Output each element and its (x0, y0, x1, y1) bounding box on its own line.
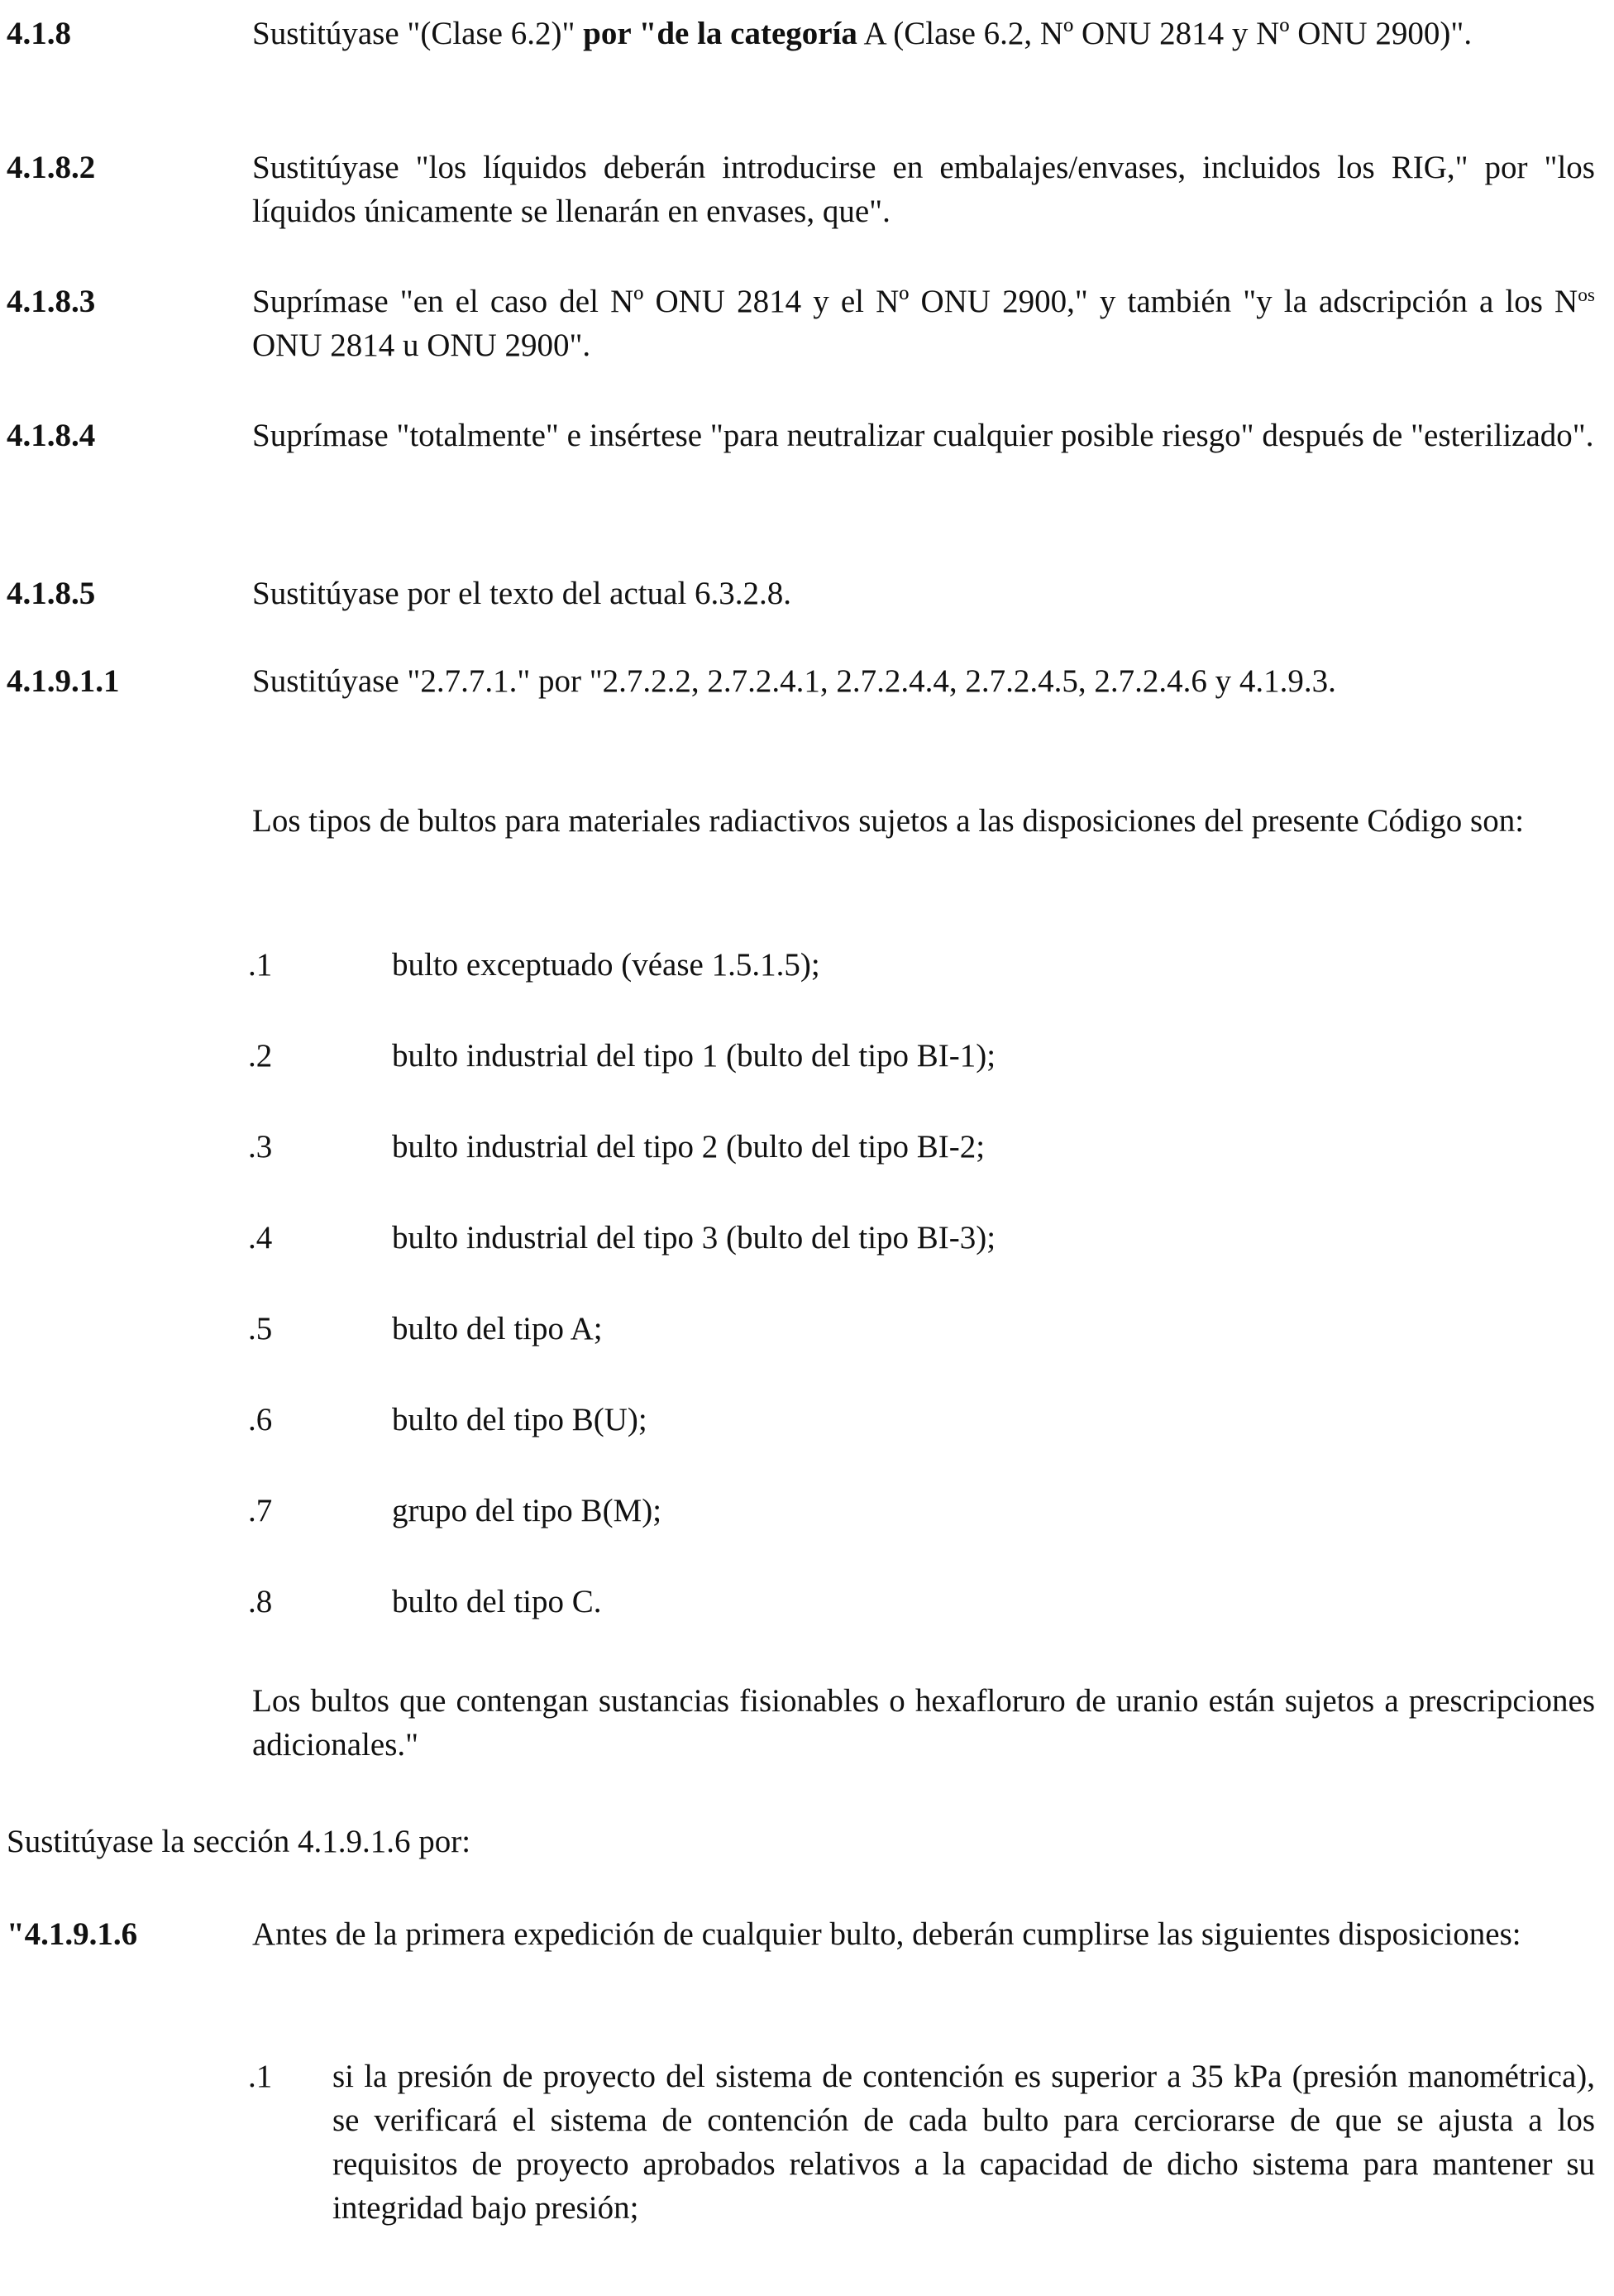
entry-text: Sustitúyase "(Clase 6.2)" por "de la categoría A (Clase 6.2, Nº ONU 2814 y Nº ONU 2900)". (252, 16, 1473, 51)
entry-number: 4.1.8 (7, 16, 71, 51)
entry-text: Sustitúyase "2.7.7.1." por "2.7.2.2, 2.7.2.4.1, 2.7.2.4.4, 2.7.2.4.5, 2.7.2.4.6 y 4.1.9.3. (252, 663, 1336, 699)
entry-text: Antes de la primera expedición de cualquier bulto, deberán cumplirse las siguientes disposiciones: (252, 1916, 1521, 1952)
entry-text: Suprímase "totalmente" e insértese "para neutralizar cualquier posible riesgo" después de "esterilizado". (252, 418, 1594, 453)
entry-text: Sustitúyase por el texto del actual 6.3.2.8. (252, 576, 792, 611)
entry-number: 4.1.8.5 (7, 576, 96, 611)
entry-number: 4.1.8.3 (7, 284, 96, 319)
entry-number: 4.1.9.1.1 (7, 663, 120, 699)
document-page: 4.1.8 Sustitúyase "(Clase 6.2)" por "de la categoría A (Clase 6.2, Nº ONU 2814 y Nº ONU 2900)". 4.1.8.2 Sustitúyase "los líquidos deberán introducirse en embalajes/envases, incluidos los RIG," por "los líquidos únicamente se llenarán en envases, que". 4.1.8.3 Suprímase "en el caso del Nº ONU 2814 y el Nº ONU 2900," y también "y la adscripción a los $N^{os}$ ONU 2814 u ONU 2900". 4.1.8.4 Suprímase "totalmente" e insértese "para neutralizar cualquier posible riesgo" después de "esterilizado". 4.1.8.5 Sustitúyase por el texto del actual 6.3.2.8. 4.1.9.1.1 Sustitúyase "2.7.7.1." por "2.7.2.2, 2.7.2.4.1, 2.7.2.4.4, 2.7.2.4.5, 2.7.2.4.6 y 4.1.9.3. Los tipos de bultos para materiales radiactivos sujetos a las disposiciones del presente Código son: .1 bulto exceptuado (véase 1.5.1.5); .2 bulto industrial del tipo 1 (bulto del tipo BI-1); .3 bulto industrial del tipo 2 (bulto del tipo BI-2; .4 bulto industrial del tipo 3 (bulto del tipo BI-3); .5 bulto del tipo A; .6 bulto del tipo B(U); .7 grupo del tipo B(M); .8 bulto del tipo C. Los bultos que contengan sustancias fisionables o hexafloruro de uranio están sujetos a prescripciones adicionales." Sustitúyase la sección 4.1.9.1.6 por: "4.1.9.1.6 Antes de la primera expedición de cualquier bulto, deberán cumplirse las siguientes disposiciones: .1 si la presión de proyecto del sistema de contención es superior a 35 kPa (presión manométrica), se verificará el sistema de contención de cada bulto para cerciorarse de que se ajusta a los requisitos de proyecto aprobados relativos a la capacidad de dicho sistema para mantener su integridad bajo presión; (0, 0, 1614, 2296)
entry-text: Suprímase "en el caso del Nº ONU 2814 y el Nº ONU 2900," y también "y la adscripción a los $N^{os}$ ONU 2814 u ONU 2900". (252, 284, 1595, 363)
bold-phrase: por "de la categoría (583, 16, 857, 51)
entry-text: Sustitúyase "los líquidos deberán introducirse en embalajes/envases, incluidos los RIG," por "los líquidos únicamente se llenarán en envases, que". (252, 150, 1595, 229)
entry-number: 4.1.8.2 (7, 150, 96, 185)
entry-number: 4.1.8.4 (7, 418, 96, 453)
entry-number: "4.1.9.1.6 (7, 1916, 138, 1952)
